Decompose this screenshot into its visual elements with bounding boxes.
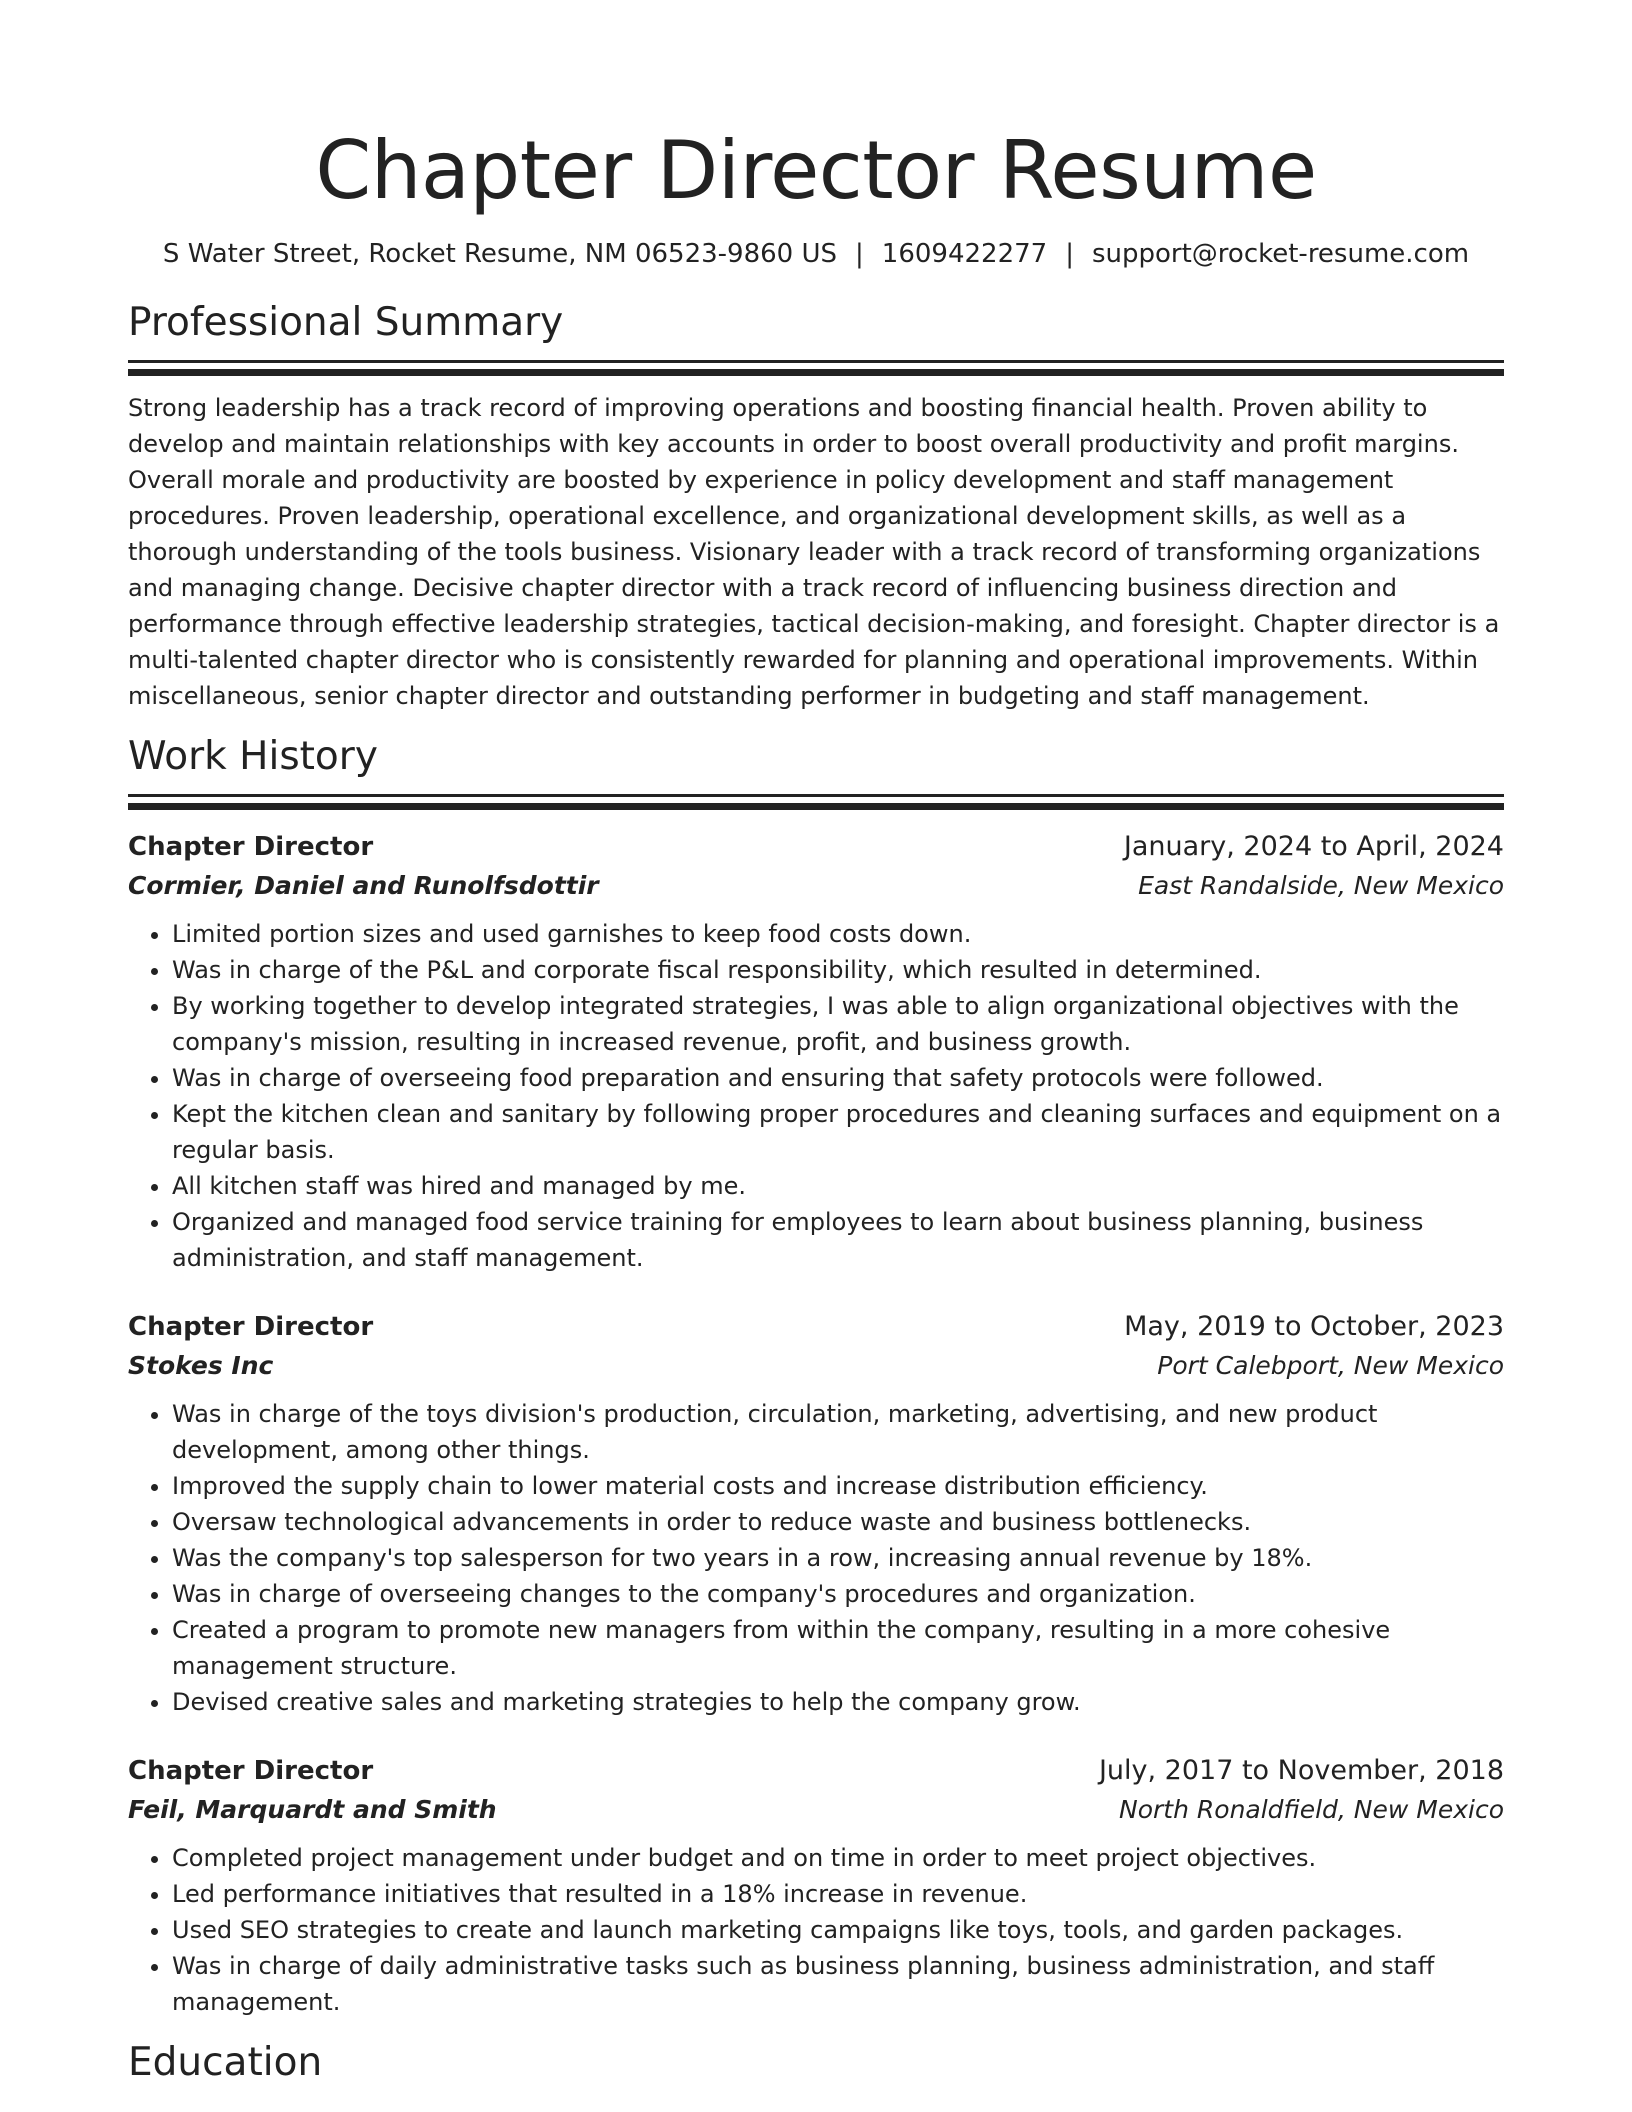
work-history-section xyxy=(128,732,1504,2020)
job-entry xyxy=(128,828,1504,1276)
job-title: Chapter Director xyxy=(128,1756,374,1786)
job-bullet: • Completed project management under budget and on time in order to meet project objectives. xyxy=(172,1840,1504,1876)
job-bullet-list xyxy=(128,1396,1504,1720)
job-bullet: • All kitchen staff was hired and managed by me. xyxy=(172,1168,1504,1204)
section-heading-work-history: Work History xyxy=(128,734,378,779)
job-company-row xyxy=(128,1346,1504,1386)
job-bullet: • Oversaw technological advancements in order to reduce waste and business bottlenecks. xyxy=(172,1504,1504,1540)
contact-phone: 1609422277 xyxy=(881,239,1048,269)
resume-page xyxy=(128,0,1504,2088)
section-heading-summary: Professional Summary xyxy=(128,300,564,345)
section-divider xyxy=(128,360,1504,363)
summary-text: Strong leadership has a track record of improving operations and boosting financial health. Proven ability to develop and maintain relationships with key accounts in order to boost overall productivity and profit margins. Overall morale and productivity are boosted by experience in policy development and staff management procedures. Proven leadership, operational excellence, and organizational development skills, as well as a thorough understanding of the tools business. Visionary leader with a track record of transforming organizations and managing change. Decisive chapter director with a track record of influencing business direction and performance through effective leadership strategies, tactical decision-making, and foresight. Chapter director is a multi-talented chapter director who is consistently rewarded for planning and operational improvements. Within miscellaneous, senior chapter director and outstanding performer in budgeting and staff management. xyxy=(128,394,1500,710)
job-dates: January, 2024 to April, 2024 xyxy=(1123,831,1504,862)
job-company-row xyxy=(128,866,1504,906)
resume-title: Chapter Director Resume xyxy=(315,124,1317,217)
job-bullet: • Was the company's top salesperson for two years in a row, increasing annual revenue by 18%. xyxy=(172,1540,1504,1576)
job-bullet: • Devised creative sales and marketing strategies to help the company grow. xyxy=(172,1684,1504,1720)
job-bullet-list xyxy=(128,916,1504,1276)
job-bullet: • Limited portion sizes and used garnishes to keep food costs down. xyxy=(172,916,1504,952)
contact-address: S Water Street, Rocket Resume, NM 06523-9860 US xyxy=(162,239,838,269)
job-title: Chapter Director xyxy=(128,832,374,862)
section-divider-thick xyxy=(128,369,1504,376)
education-section xyxy=(128,2038,1504,2088)
job-bullet: • Organized and managed food service training for employees to learn about business planning, business administration, and staff management. xyxy=(172,1204,1504,1276)
job-bullet: • Was in charge of the P&L and corporate fiscal responsibility, which resulted in determined. xyxy=(172,952,1504,988)
contact-separator: | xyxy=(855,239,864,269)
job-dates: July, 2017 to November, 2018 xyxy=(1098,1755,1504,1786)
job-bullet: • Was in charge of overseeing food preparation and ensuring that safety protocols were followed. xyxy=(172,1060,1504,1096)
contact-separator: | xyxy=(1065,239,1074,269)
job-bullet-list xyxy=(128,1840,1504,2020)
job-bullet: • Was in charge of overseeing changes to the company's procedures and organization. xyxy=(172,1576,1504,1612)
job-entry xyxy=(128,1308,1504,1720)
job-header-row xyxy=(128,1752,1504,1790)
job-bullet: • Was in charge of the toys division's production, circulation, marketing, advertising, and new product development, among other things. xyxy=(172,1396,1504,1468)
job-company: Feil, Marquardt and Smith xyxy=(128,1795,497,1824)
job-bullet: • By working together to develop integrated strategies, I was able to align organizational objectives with the company's mission, resulting in increased revenue, profit, and business growth. xyxy=(172,988,1504,1060)
job-bullet: • Improved the supply chain to lower material costs and increase distribution efficiency. xyxy=(172,1468,1504,1504)
job-entry xyxy=(128,1752,1504,2020)
section-divider xyxy=(128,794,1504,797)
job-dates: May, 2019 to October, 2023 xyxy=(1124,1311,1504,1342)
job-header-row xyxy=(128,1308,1504,1346)
job-bullet: • Was in charge of daily administrative tasks such as business planning, business administration, and staff management. xyxy=(172,1948,1504,2020)
job-company: Stokes Inc xyxy=(128,1351,274,1380)
job-bullet: • Created a program to promote new managers from within the company, resulting in a more cohesive management structure. xyxy=(172,1612,1504,1684)
section-divider-thick xyxy=(128,803,1504,810)
job-bullet: • Led performance initiatives that resulted in a 18% increase in revenue. xyxy=(172,1876,1504,1912)
job-company-row xyxy=(128,1790,1504,1830)
job-location: Port Calebport, New Mexico xyxy=(1157,1351,1504,1380)
job-location: East Randalside, New Mexico xyxy=(1138,871,1504,900)
job-company: Cormier, Daniel and Runolfsdottir xyxy=(128,871,599,900)
section-heading-education: Education xyxy=(128,2040,323,2085)
contact-line xyxy=(128,236,1504,272)
job-title: Chapter Director xyxy=(128,1312,374,1342)
summary-section xyxy=(128,298,1504,714)
job-header-row xyxy=(128,828,1504,866)
job-location: North Ronaldfield, New Mexico xyxy=(1119,1795,1504,1824)
job-bullet: • Kept the kitchen clean and sanitary by following proper procedures and cleaning surfaces and equipment on a regular basis. xyxy=(172,1096,1504,1168)
contact-email[interactable]: support@rocket-resume.com xyxy=(1091,239,1470,269)
job-bullet: • Used SEO strategies to create and launch marketing campaigns like toys, tools, and garden packages. xyxy=(172,1912,1504,1948)
